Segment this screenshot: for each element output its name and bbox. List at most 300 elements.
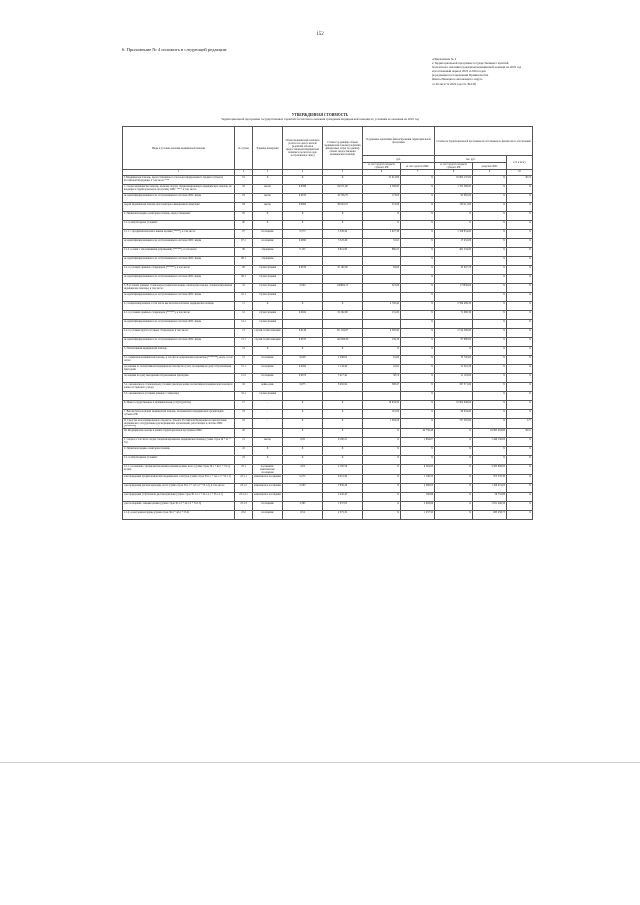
table-cell: X xyxy=(283,419,323,429)
table-cell: X xyxy=(507,203,533,212)
table-cell: X xyxy=(363,493,401,502)
table-cell: X xyxy=(401,194,435,203)
table-row xyxy=(123,383,533,392)
table-cell: X xyxy=(473,356,507,365)
table-cell: X xyxy=(435,484,473,493)
header-cell: в % к итогу xyxy=(507,156,533,170)
table-cell: X xyxy=(323,347,363,356)
table-cell: X xyxy=(401,347,435,356)
table-cell: 3 323,46 xyxy=(323,239,363,248)
table-cell: X xyxy=(401,302,435,311)
table-row xyxy=(123,447,533,456)
table-cell: 16 903 137,00 xyxy=(435,176,473,185)
table-cell: не идентифицированным и не застрахованным в системе ОМС лицам xyxy=(123,194,235,203)
table-cell: X xyxy=(473,410,507,419)
table-cell: 09 xyxy=(235,266,253,275)
table-cell: I. Медицинская помощь, предоставляемая за счет консолидированного бюджета субъекта Российской Федерации, в том числе: *** xyxy=(123,176,235,185)
table-cell: X xyxy=(507,320,533,329)
table-cell: 10 xyxy=(235,284,253,293)
table-cell: 880,25 xyxy=(363,248,401,257)
table-cell: 3 530,29 xyxy=(323,230,363,239)
table-cell: X xyxy=(435,465,473,475)
table-cell: 0,54 xyxy=(283,511,323,520)
table-cell: 0,075 xyxy=(283,383,323,392)
table-cell: X xyxy=(401,248,435,257)
table-cell: X xyxy=(283,302,323,311)
table-cell: X xyxy=(507,194,533,203)
table-cell: X xyxy=(507,284,533,293)
table-cell: X xyxy=(253,212,283,221)
table-cell: X xyxy=(323,419,363,429)
table-cell: 2 928,84 xyxy=(401,502,435,511)
table-cell: X xyxy=(507,511,533,520)
table-cell: не идентифицированным и не застрахованным в системе ОМС лицам xyxy=(123,320,235,329)
table-cell: X xyxy=(283,221,323,230)
table-cell: X xyxy=(363,429,401,438)
table-cell: II. Средства консолидированного бюджета субъекта Российской Федерации на приобретение медицинского оборудования для медицинских организаций, работающих в системе ОМС (********) xyxy=(123,419,235,429)
table-cell: комплексное посещение xyxy=(253,475,283,484)
table-cell: 18 xyxy=(235,410,253,419)
table-cell: 12 516,26 xyxy=(435,365,473,374)
table-cell: X xyxy=(323,221,363,230)
table-cell: X xyxy=(507,212,533,221)
table-cell: 5.3. оказываемая в условиях дневного стационара xyxy=(123,392,235,401)
header-cell: Стоимость Территориальной программы по источникам ее финансового обеспечения xyxy=(435,127,533,156)
table-cell: X xyxy=(473,311,507,320)
table-cell: X xyxy=(507,266,533,275)
table-cell: случай госпитализации xyxy=(253,338,283,347)
table-cell: X xyxy=(363,484,401,493)
table-cell: 5.1. первичная медицинская помощь, в том числе доврачебная и врачебная (*******), всего, в том числе: xyxy=(123,356,235,365)
table-cell: 38,74 xyxy=(363,374,401,383)
table-row xyxy=(123,465,533,475)
header-cell: Виды и условия оказания медицинской помощи xyxy=(123,127,235,170)
table-cell xyxy=(323,392,363,401)
table-cell: 08 xyxy=(235,248,253,257)
table-cell: X xyxy=(401,383,435,392)
table-cell: X xyxy=(435,438,473,447)
table-row xyxy=(123,311,533,320)
table-cell xyxy=(283,293,323,302)
table-row xyxy=(123,212,533,221)
table-cell: X xyxy=(401,266,435,275)
table-cell: X xyxy=(435,456,473,465)
table-cell: X xyxy=(473,212,507,221)
appendix-line: от 29 августа 2022 года № 394-П) xyxy=(432,81,477,86)
table-cell: 1,77 xyxy=(507,419,533,429)
table-cell: 2 208,05 xyxy=(323,356,363,365)
table-cell: X xyxy=(253,176,283,185)
table-row xyxy=(123,419,533,429)
table-cell: не идентифицированным и не застрахованным в системе ОМС лицам xyxy=(123,293,235,302)
table-cell: X xyxy=(507,347,533,356)
table-cell: 1 051 446,50 xyxy=(473,502,507,511)
table-cell: 10 556,79 xyxy=(323,194,363,203)
table-cell: X xyxy=(323,456,363,465)
table-cell: X xyxy=(401,401,435,410)
table-cell: скорая медицинская помощь при санитарно-авиационной эвакуации xyxy=(123,203,235,212)
table-cell xyxy=(435,257,473,266)
table-row xyxy=(123,475,533,484)
table-cell: 481 234,00 xyxy=(435,248,473,257)
document-subtitle: Территориальной программы государственных гарантий бесплатного оказания гражданам медицинской помощи по условиям ее оказания на 2022 год xyxy=(221,117,419,121)
table-cell: 31 014,89 xyxy=(363,176,401,185)
table-cell: X xyxy=(473,302,507,311)
appendix-line: «Приложение № 4 xyxy=(432,57,457,61)
table-cell: случай лечения xyxy=(253,320,283,329)
table-cell: комплексное посещение xyxy=(253,484,283,493)
table-cell: X xyxy=(401,447,435,456)
table-cell: 13 xyxy=(235,329,253,338)
table-cell: X xyxy=(473,185,507,194)
table-cell: X xyxy=(323,302,363,311)
table-cell: 24 895 404,60 xyxy=(473,429,507,438)
table-cell: X xyxy=(507,401,533,410)
table-cell: 4 595,82 xyxy=(363,329,401,338)
table-cell: 20 xyxy=(235,429,253,438)
table-cell: 126 411,00 xyxy=(435,203,473,212)
table-cell: X xyxy=(253,302,283,311)
table-cell: для проведения диспансеризации, всего (сумма строк 30.1.2 + 42.1.2 + 53.1.2), в том числе: xyxy=(123,484,235,493)
page-number: 152 xyxy=(316,32,324,37)
table-cell: X xyxy=(473,320,507,329)
table-cell: 683 258,75 xyxy=(473,511,507,520)
table-cell: 140 000,00 xyxy=(323,338,363,347)
table-row xyxy=(123,230,533,239)
header-cell: Объем медицинской помощи в расчете на одного жителя (норматив объемов предоставления медицинской помощи в расчете на одно застрахованное лицо) xyxy=(283,127,323,170)
table-cell: 0,0064 xyxy=(283,203,323,212)
table-cell: посещения по паллиативной медицинской помощи без учета посещений на дому патронажными бригадами xyxy=(123,365,235,374)
table-cell xyxy=(435,392,473,401)
appendix-line: к Территориальной программе государственных гарантий xyxy=(432,61,509,66)
table-cell: X xyxy=(363,456,401,465)
table-cell: 64 671,60 xyxy=(323,185,363,194)
appendix-line: Ямало-Ненецкого автономного округа xyxy=(432,77,483,82)
table-cell: 1 384,50 xyxy=(363,419,401,429)
table-cell: X xyxy=(401,329,435,338)
table-cell: X xyxy=(401,356,435,365)
table-cell: 159,19 xyxy=(363,338,401,347)
table-cell: X xyxy=(473,266,507,275)
table-cell xyxy=(435,293,473,302)
table-cell: 2 027,36 xyxy=(363,230,401,239)
table-cell: X xyxy=(401,212,435,221)
table-row xyxy=(123,329,533,338)
header-cell: за счет средств бюджета субъекта РФ xyxy=(435,163,473,170)
table-cell: 19 xyxy=(235,419,253,429)
table-cell: 0,0165 xyxy=(283,194,323,203)
table-cell: 2 514 509,00 xyxy=(435,329,473,338)
table-cell: 5. Паллиативная медицинская помощь xyxy=(123,347,235,356)
table-cell: посещения на дому выездными патронажными бригадами xyxy=(123,374,235,383)
table-cell: X xyxy=(473,374,507,383)
table-cell: случай лечения xyxy=(253,284,283,293)
table-cell: 2.1. в амбулаторных условиях: xyxy=(123,221,235,230)
table-cell: 1 746,55 xyxy=(401,475,435,484)
table-cell: 0,004 xyxy=(283,284,323,293)
table-cell xyxy=(253,429,283,438)
table-row xyxy=(123,203,533,212)
table-cell: посещения / комплексные посещения xyxy=(253,465,283,475)
table-cell: 36 024,53 xyxy=(323,203,363,212)
table-cell: X xyxy=(401,374,435,383)
table-cell: 23 xyxy=(235,456,253,465)
table-cell: 1 108 954,00 xyxy=(435,230,473,239)
table-cell: вызов xyxy=(253,185,283,194)
table-cell: X xyxy=(507,383,533,392)
table-cell: 0,0072 xyxy=(283,374,323,383)
table-cell: X xyxy=(283,347,323,356)
table-cell: 2 445,45 xyxy=(323,493,363,502)
table-cell xyxy=(323,320,363,329)
table-cell: - xyxy=(253,410,283,419)
table-cell: 0,0024 xyxy=(283,311,323,320)
table-cell: X xyxy=(363,347,401,356)
table-cell: посещение xyxy=(253,374,283,383)
table-cell: 23.1.1 xyxy=(235,475,253,484)
table-cell: 58,51 xyxy=(507,429,533,438)
table-cell: X xyxy=(253,447,283,456)
table-cell: X xyxy=(473,221,507,230)
table-cell: X xyxy=(401,311,435,320)
table-cell: 0,272 xyxy=(283,475,323,484)
table-cell: случай лечения xyxy=(253,266,283,275)
table-cell: 1 057,05 xyxy=(323,502,363,511)
table-cell: X xyxy=(401,221,435,230)
table-cell: X xyxy=(507,465,533,475)
table-cell: X xyxy=(473,383,507,392)
table-cell: X xyxy=(283,429,323,438)
table-cell: 11 xyxy=(235,302,253,311)
table-cell xyxy=(363,320,401,329)
table-cell: X xyxy=(473,239,507,248)
table-cell: 106,96 xyxy=(401,493,435,502)
table-cell: X xyxy=(507,230,533,239)
table-cell: X xyxy=(473,176,507,185)
table-cell: X xyxy=(401,257,435,266)
column-number: 5 xyxy=(323,170,363,176)
table-cell: 33 720,00 xyxy=(435,356,473,365)
table-cell: 59 732,90 xyxy=(473,493,507,502)
table-cell: X xyxy=(401,275,435,284)
table-cell: 23.1.3 xyxy=(235,502,253,511)
table-cell: X xyxy=(435,475,473,484)
table-cell: X xyxy=(473,194,507,203)
table-cell: X xyxy=(473,401,507,410)
table-cell: X xyxy=(253,456,283,465)
table-cell: 100984,15 xyxy=(323,284,363,293)
table-cell: для проведения углубленной диспансеризации (сумма строк 30.1.2.1 + 42.1.2.1 + 53.1.2.1) xyxy=(123,493,235,502)
header-group: тыс. руб. xyxy=(435,156,507,163)
header-cell: Стоимость единицы объема медицинской помощи (норматив финансовых затрат на единицу объема предоставления медицинской помощи) xyxy=(323,127,363,170)
table-cell: 03 xyxy=(235,194,253,203)
table-cell: 2.1.1. с профилактической и иными целями (*****), в том числе: xyxy=(123,230,235,239)
table-cell: 23.1.2 xyxy=(235,484,253,493)
table-cell: X xyxy=(507,475,533,484)
table-row xyxy=(123,284,533,293)
table-cell: X xyxy=(401,185,435,194)
table-cell: 12 xyxy=(235,311,253,320)
table-cell: X xyxy=(283,401,323,410)
table-row xyxy=(123,347,533,356)
table-cell: 173,63 xyxy=(363,194,401,203)
table-cell: 0,29 xyxy=(283,438,323,447)
table-cell: X xyxy=(435,511,473,520)
table-cell: 44 756,48 xyxy=(401,429,435,438)
table-cell: посещение xyxy=(253,230,283,239)
appendix-line: (в редакции постановления Правительства xyxy=(432,73,489,78)
table-cell: для проведения профилактических медицинских осмотров (сумма строк 30.1.1 + 42.1.1 + 53.1.1) xyxy=(123,475,235,484)
table-row xyxy=(123,429,533,438)
table-cell: 2.1. в амбулаторных условиях: xyxy=(123,456,235,465)
table-cell: X xyxy=(401,176,435,185)
table-cell: 17 xyxy=(235,401,253,410)
table-row xyxy=(123,275,533,284)
header-cell: средства ОМС xyxy=(473,163,507,170)
table-cell: посещения xyxy=(253,502,283,511)
table-cell: X xyxy=(473,293,507,302)
table-cell: случай лечения xyxy=(253,275,283,284)
table-cell: вызов xyxy=(253,203,283,212)
table-cell: 2.2. в условиях дневных стационаров (******), в том числе: xyxy=(123,266,235,275)
table-cell: 0,0148 xyxy=(283,329,323,338)
table-cell: 61,00 xyxy=(363,356,401,365)
table-cell: 975 376,30 xyxy=(473,475,507,484)
table-cell: X xyxy=(401,419,435,429)
header-cell: за счет средств бюджета субъекта РФ xyxy=(363,163,401,170)
document-title: УТВЕРЖДЕННАЯ СТОИМОСТЬ xyxy=(291,113,349,117)
table-cell: X xyxy=(363,447,401,456)
table-cell: 3 583 806,00 xyxy=(473,465,507,475)
table-cell: 2 508,95 xyxy=(363,185,401,194)
table-cell: 1 237,50 xyxy=(401,511,435,520)
table-cell: 0,028 xyxy=(283,356,323,365)
table-cell: 87 080,00 xyxy=(435,338,473,347)
table-cell: 6 415,29 xyxy=(323,475,363,484)
table-cell: не идентифицированным и не застрахованным в системе ОМС лицам xyxy=(123,239,235,248)
table-cell: 1 372 399,00 xyxy=(435,185,473,194)
table-cell xyxy=(323,275,363,284)
appendix-block xyxy=(432,57,582,86)
table-cell: X xyxy=(507,257,533,266)
table-cell: X xyxy=(507,456,533,465)
table-cell: X xyxy=(363,221,401,230)
table-cell xyxy=(283,493,323,502)
table-row xyxy=(123,257,533,266)
table-cell: 21 xyxy=(235,438,253,447)
page-edge-divider xyxy=(0,762,640,763)
table-cell: X xyxy=(507,338,533,347)
table-row xyxy=(123,401,533,410)
table-cell: 14 xyxy=(235,347,253,356)
table-row xyxy=(123,410,533,419)
table-cell: X xyxy=(363,502,401,511)
table-row xyxy=(123,293,533,302)
table-cell: 2,93 xyxy=(283,465,323,475)
table-cell: X xyxy=(507,438,533,447)
table-cell: X xyxy=(401,338,435,347)
table-cell: 30,72 xyxy=(507,176,533,185)
table-cell: 01 xyxy=(235,176,253,185)
table-cell: 6 812,90 xyxy=(323,248,363,257)
table-cell: 2,395 xyxy=(283,502,323,511)
table-cell: X xyxy=(473,329,507,338)
table-cell: 327 371,00 xyxy=(435,383,473,392)
table-cell: X xyxy=(473,275,507,284)
table-row xyxy=(123,266,533,275)
table-cell: X xyxy=(283,447,323,456)
table-cell: 4.1. в условиях дневных стационаров (******), в том числе: xyxy=(123,311,235,320)
table-cell: вызов xyxy=(253,194,283,203)
table-row xyxy=(123,185,533,194)
table-cell: X xyxy=(507,493,533,502)
table-cell xyxy=(363,392,401,401)
table-cell: 16 xyxy=(235,383,253,392)
appendix-line: бесплатного оказания гражданам медицинской помощи на 2022 год xyxy=(432,65,522,70)
table-cell: X xyxy=(507,484,533,493)
column-number: 10 xyxy=(507,170,533,176)
table-cell: X xyxy=(473,419,507,429)
table-cell: 2. Первичная медико-санитарная помощь xyxy=(123,447,235,456)
table-cell: 6 394,83 xyxy=(401,465,435,475)
table-cell: 95 082,00 xyxy=(435,194,473,203)
table-cell xyxy=(363,257,401,266)
table-cell: 2. Первичная медико-санитарная помощь, предоставляемая: xyxy=(123,212,235,221)
table-cell: 10 904 948,00 xyxy=(435,401,473,410)
table-cell: X xyxy=(473,284,507,293)
table-cell: X xyxy=(363,438,401,447)
table-cell: 06 xyxy=(235,221,253,230)
table-cell: 13.1 xyxy=(235,338,253,347)
table-cell xyxy=(283,320,323,329)
table-cell: 2 185,56 xyxy=(323,465,363,475)
table-cell: X xyxy=(473,365,507,374)
table-cell: 12.1 xyxy=(235,320,253,329)
table-cell: X xyxy=(435,502,473,511)
table-cell: X xyxy=(507,302,533,311)
table-cell: X xyxy=(401,456,435,465)
table-cell: 07 xyxy=(235,230,253,239)
table-cell: X xyxy=(473,456,507,465)
table-row xyxy=(123,392,533,401)
table-row xyxy=(123,374,533,383)
table-cell: койко-день xyxy=(253,383,283,392)
table-cell: X xyxy=(507,275,533,284)
table-cell: - xyxy=(253,401,283,410)
table-cell: 15.1 xyxy=(235,365,253,374)
table-cell: X xyxy=(323,176,363,185)
table-row xyxy=(123,194,533,203)
table-cell: X xyxy=(507,374,533,383)
column-number: 4 xyxy=(283,170,323,176)
table-cell: X xyxy=(507,502,533,511)
table-cell: 09.1 xyxy=(235,275,253,284)
table-cell: посещение xyxy=(253,511,283,520)
table-cell: X xyxy=(401,203,435,212)
table-cell: X xyxy=(507,311,533,320)
table-cell: X xyxy=(473,447,507,456)
table-cell: X xyxy=(435,212,473,221)
table-cell: 55 202,00 xyxy=(323,311,363,320)
table-cell: X xyxy=(283,456,323,465)
table-cell xyxy=(323,293,363,302)
table-cell: 0,263 xyxy=(283,484,323,493)
table-cell: 5.2. оказываемая в стационарных условиях (включая койки паллиативной медицинской помощи и койки сестринского ухода) xyxy=(123,383,235,392)
table-cell: посещение xyxy=(253,356,283,365)
table-cell: 6. Иные государственные и муниципальные услуги (работы) xyxy=(123,401,235,410)
table-cell: 0,0200 xyxy=(283,365,323,374)
table-cell: - xyxy=(253,419,283,429)
